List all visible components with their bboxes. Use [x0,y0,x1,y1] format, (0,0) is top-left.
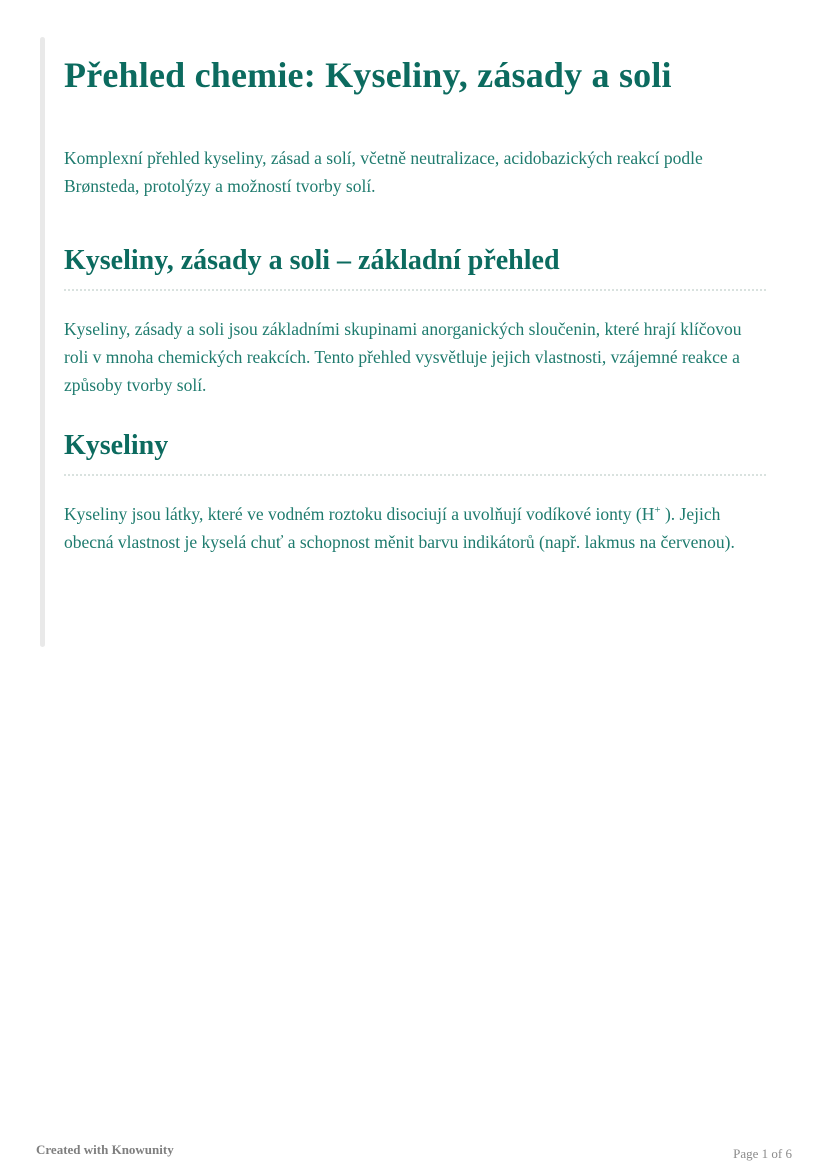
left-accent-bar [40,37,45,647]
superscript-plus: + [654,503,661,516]
section-body-kyseliny-pre: Kyseliny jsou látky, které ve vodném roztoku disociují a uvolňují vodíkové ionty (H [64,503,655,524]
section-body-kyseliny-post: ). Jejich obecná vlastnost je kyselá chuť a schopnost měnit barvu indikátorů (např. lakmus na červenou). [64,503,735,553]
section-heading-kyseliny: Kyseliny [64,428,766,476]
section-heading-overview: Kyseliny, zásady a soli – základní přehled [64,243,766,291]
page-title: Přehled chemie: Kyseliny, zásady a soli [64,55,672,95]
footer-branding: Created with Knowunity [36,1142,174,1157]
footer-page-number: Page 1 of 6 [733,1146,792,1161]
section-body-kyseliny [64,500,766,557]
section-body-overview: Kyseliny, zásady a soli jsou základními skupinami anorganických sloučenin, které hrají klíčovou roli v mnoha chemických reakcích. Tento přehled vysvětluje jejich vlastnosti, vzájemné reakce a způsoby tvorby solí. [64,318,742,396]
intro-paragraph: Komplexní přehled kyseliny, zásad a solí, včetně neutralizace, acidobazických reakcí podle Brønsteda, protolýzy a možností tvorby solí. [64,148,703,197]
document-content [64,52,766,556]
